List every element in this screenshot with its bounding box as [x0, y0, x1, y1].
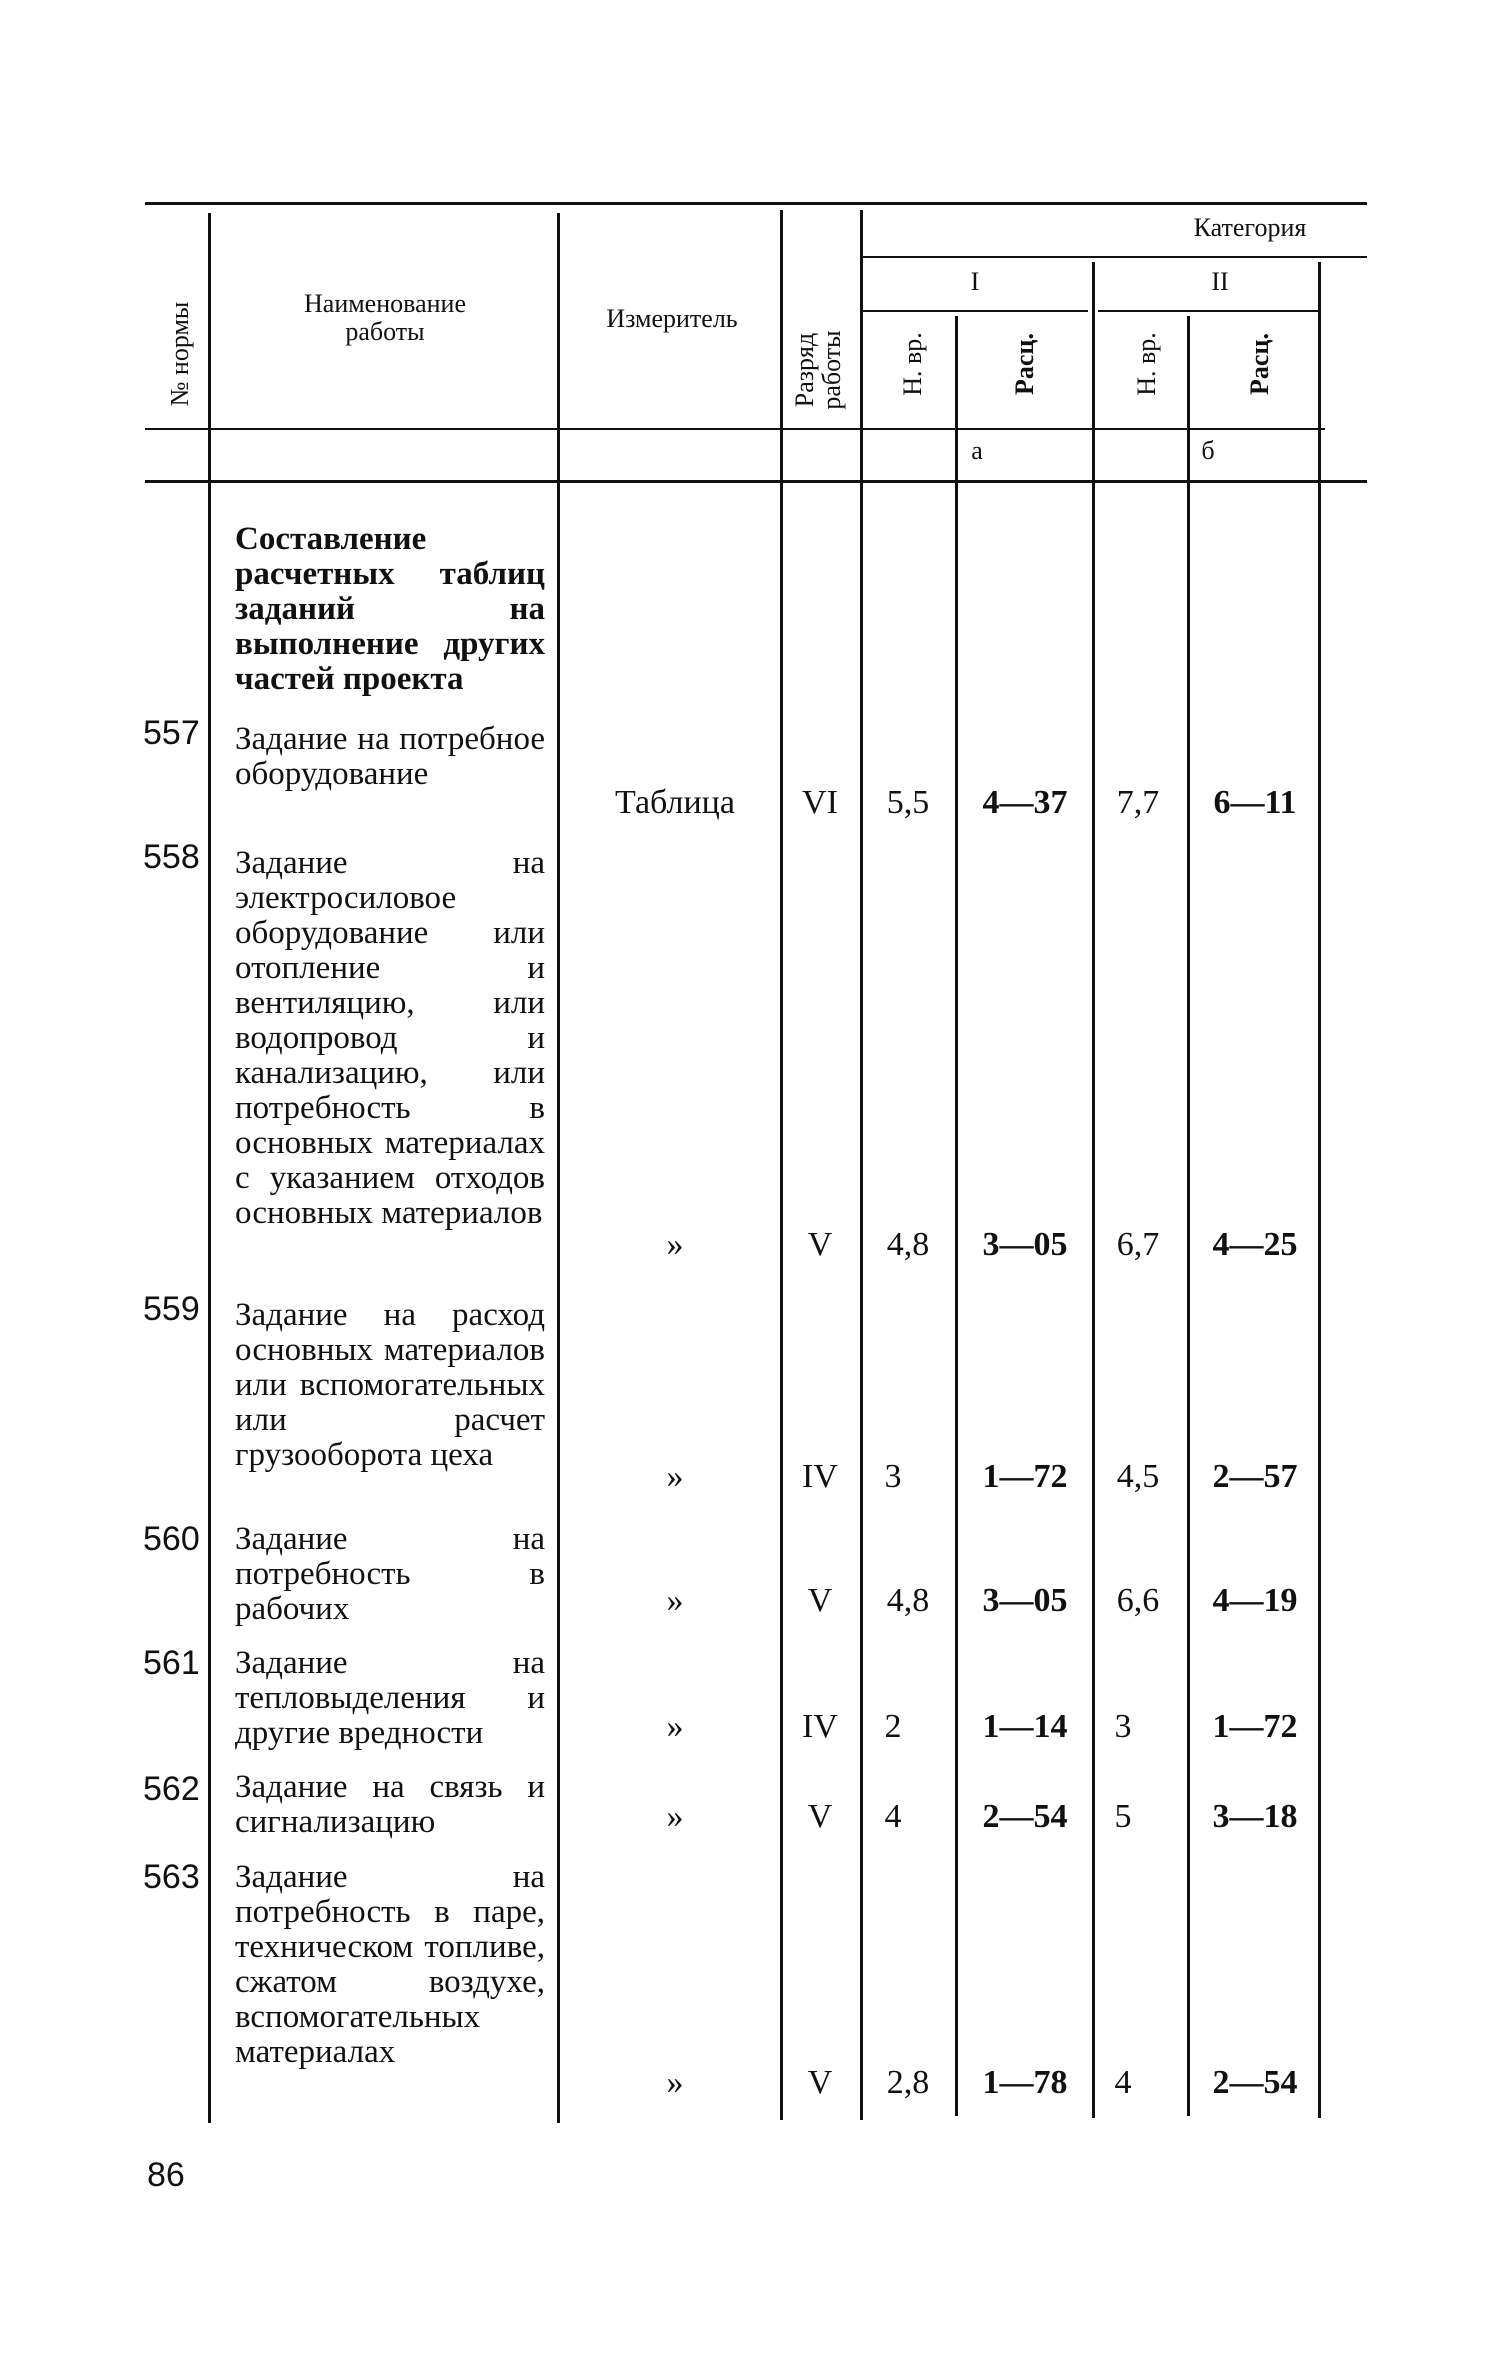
row-563-name: Задание на потребность в паре, техническом топливе, сжатом воздухе, вспомогательных материалах [235, 1859, 545, 2070]
table-top-rule [145, 202, 1367, 205]
row-562-name: Задание на связь и сигнализацию [235, 1769, 545, 1840]
row-562-no: 562 [143, 1770, 200, 1808]
row-559-name: Задание на расход основных материалов или вспомогательных или расчет грузооборота цеха [235, 1297, 545, 1473]
col-rule-n1 [955, 316, 958, 2116]
row-562-n1: 4 [884, 1798, 902, 1835]
row-557-n1: 5,5 [886, 784, 930, 821]
header-nvr-1: Н. вр. [898, 332, 927, 396]
header-name: Наименование работы [304, 289, 466, 346]
row-557-n2: 7,7 [1116, 784, 1160, 821]
header-rank: Разряд работы [790, 330, 846, 410]
row-560-r1: 3—05 [982, 1582, 1068, 1619]
header-no: № нормы [165, 301, 194, 407]
row-559-r1: 1—72 [982, 1458, 1068, 1495]
row-559-meter: » [666, 1458, 684, 1495]
row-561-rank: IV [802, 1708, 838, 1745]
row-561-r2: 1—72 [1212, 1708, 1298, 1745]
row-560-r2: 4—19 [1212, 1582, 1298, 1619]
col-rule-n2 [1187, 316, 1190, 2116]
header-nvr-2: Н. вр. [1132, 332, 1161, 396]
row-563-r2: 2—54 [1212, 2064, 1298, 2101]
category-rule [862, 256, 1367, 258]
row-563-r1: 1—78 [982, 2064, 1068, 2101]
row-563-rank: V [807, 2064, 833, 2101]
row-563-n1: 2,8 [886, 2064, 930, 2101]
col-rule-meter [780, 210, 783, 2120]
row-563-n2: 4 [1114, 2064, 1132, 2101]
row-558-name: Задание на электросиловое оборудование или отопление и вентиляцию, или водопровод и канализацию, или потребность в основных материалах с указанием отходов основных материалов [235, 845, 545, 1231]
row-558-r2: 4—25 [1212, 1226, 1298, 1263]
row-557-name: Задание на потребное оборудование [235, 721, 545, 792]
row-559-n1: 3 [884, 1458, 902, 1495]
row-559-rank: IV [802, 1458, 838, 1495]
header-end-rule [145, 480, 1367, 483]
page-number: 86 [147, 2156, 185, 2194]
row-560-n2: 6,6 [1116, 1582, 1160, 1619]
header-sub-a: а [971, 436, 983, 465]
col-rule-no [208, 213, 211, 2123]
row-559-r2: 2—57 [1212, 1458, 1298, 1495]
row-557-rank: VI [802, 784, 838, 821]
section-title: Составление расчетных таблиц заданий на выполнение других частей проекта [235, 521, 545, 697]
row-560-n1: 4,8 [886, 1582, 930, 1619]
row-560-rank: V [807, 1582, 833, 1619]
row-558-r1: 3—05 [982, 1226, 1068, 1263]
row-558-no: 558 [143, 838, 200, 876]
header-cat-2: II [1211, 267, 1229, 296]
col-rule-rank [860, 210, 863, 2120]
row-563-meter: » [666, 2064, 684, 2101]
header-cat-1: I [970, 267, 980, 296]
subcategory-rule-1 [862, 310, 1088, 312]
row-557-no: 557 [143, 714, 200, 752]
row-557-meter: Таблица [615, 784, 735, 821]
row-558-n2: 6,7 [1116, 1226, 1160, 1263]
col-rule-name [557, 213, 560, 2123]
subcategory-rule-2 [1098, 310, 1318, 312]
row-557-r2: 6—11 [1213, 784, 1297, 821]
row-557-r1: 4—37 [982, 784, 1068, 821]
row-561-r1: 1—14 [982, 1708, 1068, 1745]
col-rule-end [1318, 262, 1321, 2118]
row-562-n2: 5 [1114, 1798, 1132, 1835]
col-rule-cat [1092, 262, 1095, 2118]
row-561-n2: 3 [1114, 1708, 1132, 1745]
row-562-r1: 2—54 [982, 1798, 1068, 1835]
row-561-no: 561 [143, 1644, 200, 1682]
row-563-no: 563 [143, 1858, 200, 1896]
row-562-meter: » [666, 1798, 684, 1835]
row-559-no: 559 [143, 1290, 200, 1328]
row-561-name: Задание на тепловыделения и другие вредности [235, 1645, 545, 1751]
row-562-r2: 3—18 [1212, 1798, 1298, 1835]
row-558-meter: » [666, 1226, 684, 1263]
row-559-n2: 4,5 [1116, 1458, 1160, 1495]
row-558-n1: 4,8 [886, 1226, 930, 1263]
row-560-no: 560 [143, 1520, 200, 1558]
header-rasc-1: Расц. [1010, 333, 1039, 395]
row-560-meter: » [666, 1582, 684, 1619]
row-558-rank: V [807, 1226, 833, 1263]
header-rasc-2: Расц. [1245, 333, 1274, 395]
header-meter: Измеритель [606, 304, 738, 333]
row-562-rank: V [807, 1798, 833, 1835]
header-category: Категория [1193, 213, 1307, 242]
row-560-name: Задание на потребность в рабочих [235, 1521, 545, 1627]
header-sub-b: б [1201, 436, 1215, 465]
row-561-meter: » [666, 1708, 684, 1745]
header-bottom-rule [145, 428, 1325, 430]
row-561-n1: 2 [884, 1708, 902, 1745]
